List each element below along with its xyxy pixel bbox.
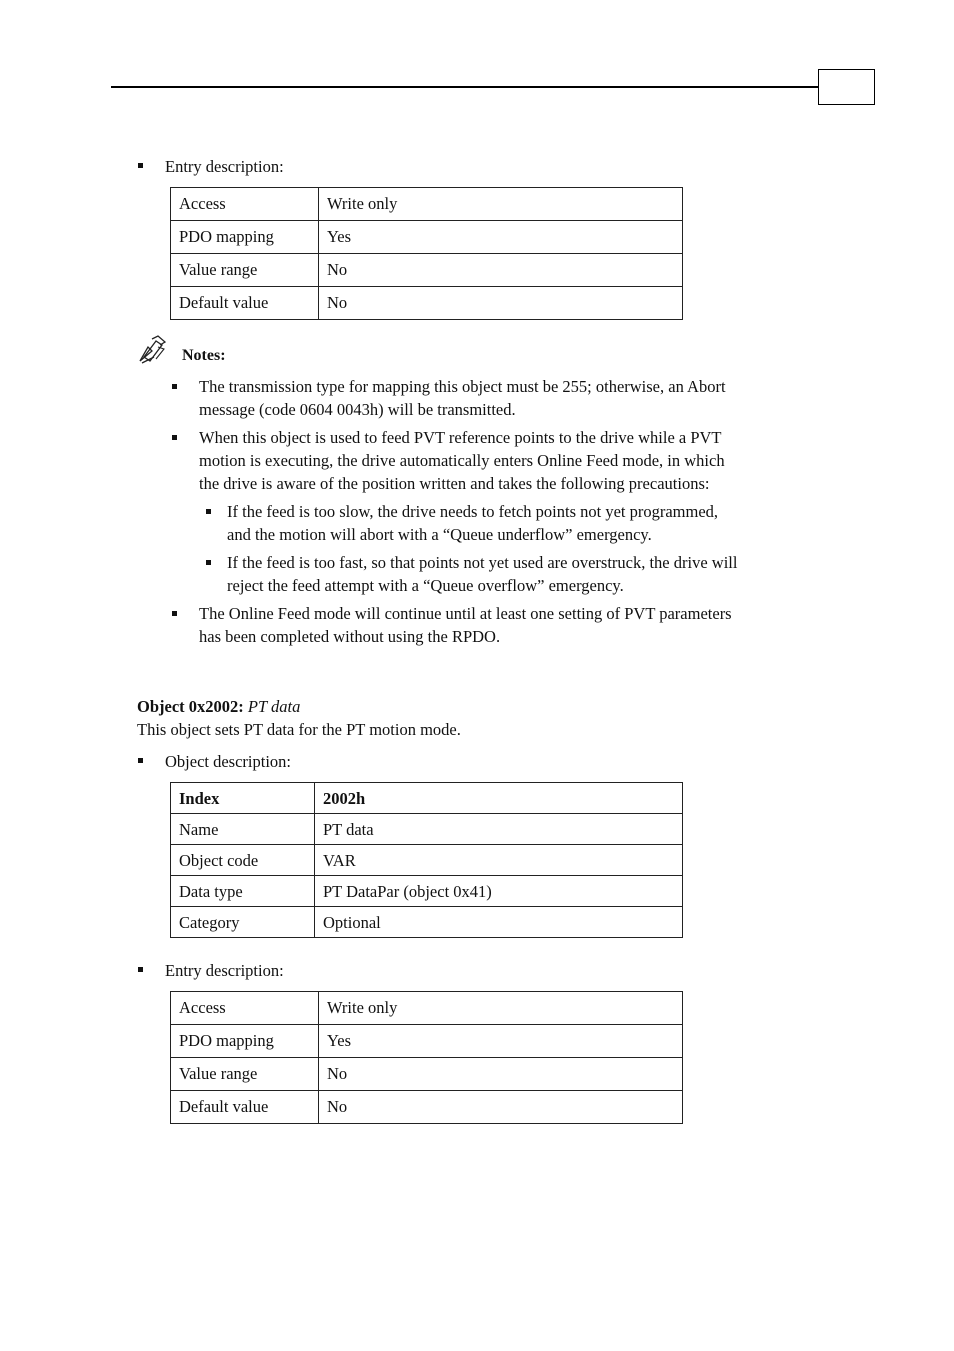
table-value: Write only: [319, 188, 683, 221]
table-key: Object code: [171, 845, 315, 876]
table-key: Value range: [171, 254, 319, 287]
table-value: Yes: [319, 221, 683, 254]
bullet-icon: [206, 560, 211, 565]
note-item: [199, 426, 725, 495]
table-row: [171, 1091, 683, 1124]
entry-description-table-2: [170, 991, 683, 1124]
object-intro: This object sets PT data for the PT motion mode.: [137, 720, 461, 739]
bullet-icon: [172, 611, 177, 616]
table-value: No: [319, 287, 683, 320]
table-value: Optional: [315, 907, 683, 938]
table-key: Access: [171, 188, 319, 221]
bullet-icon: [172, 435, 177, 440]
table-row: [171, 814, 683, 845]
table-value: No: [319, 1091, 683, 1124]
table-row: [171, 287, 683, 320]
table-key: Name: [171, 814, 315, 845]
table-value: PT DataPar (object 0x41): [315, 876, 683, 907]
table-key: Access: [171, 992, 319, 1025]
note-subitem: [227, 551, 737, 597]
note-line: has been completed without using the RPDO.: [199, 627, 501, 646]
table-row: [171, 254, 683, 287]
note-line: When this object is used to feed PVT reference points to the drive while a PVT: [199, 428, 722, 447]
table-value: VAR: [315, 845, 683, 876]
note-item: [199, 375, 726, 421]
table-row: [171, 1058, 683, 1091]
object-description-bullet: [165, 750, 291, 773]
table-row: [171, 876, 683, 907]
table-key: PDO mapping: [171, 1025, 319, 1058]
entry-description-label: Entry description:: [165, 961, 284, 980]
note-line: message (code 0604 0043h) will be transmitted.: [199, 400, 516, 419]
table-key: Index: [171, 783, 315, 814]
bullet-icon: [138, 758, 143, 763]
table-key: Category: [171, 907, 315, 938]
bullet-icon: [138, 967, 143, 972]
table-row: [171, 783, 683, 814]
note-line: motion is executing, the drive automatically enters Online Feed mode, in which: [199, 451, 725, 470]
note-item: [199, 602, 732, 648]
table-value: 2002h: [315, 783, 683, 814]
bullet-icon: [172, 384, 177, 389]
entry-description-label: Entry description:: [165, 157, 284, 176]
object-heading-italic: PT data: [247, 697, 301, 716]
table-value: No: [319, 254, 683, 287]
table-row: [171, 845, 683, 876]
note-subitem: [227, 500, 718, 546]
object-heading-bold: Object 0x2002:: [137, 697, 248, 716]
entry-description-table-1: [170, 187, 683, 320]
bullet-icon: [206, 509, 211, 514]
object-heading: [137, 695, 300, 718]
table-key: PDO mapping: [171, 221, 319, 254]
table-row: [171, 907, 683, 938]
note-line: The transmission type for mapping this object must be 255; otherwise, an Abort: [199, 377, 726, 396]
note-line: and the motion will abort with a “Queue underflow” emergency.: [227, 525, 652, 544]
table-row: [171, 992, 683, 1025]
note-line: the drive is aware of the position written and takes the following precautions:: [199, 474, 710, 493]
entry-description-bullet-1: [165, 155, 284, 178]
table-key: Default value: [171, 287, 319, 320]
table-row: [171, 188, 683, 221]
page-number-box: [818, 69, 875, 105]
notes-label: Notes:: [182, 347, 226, 364]
note-line: If the feed is too fast, so that points not yet used are overstruck, the drive will: [227, 553, 738, 572]
table-row: [171, 221, 683, 254]
note-line: The Online Feed mode will continue until at least one setting of PVT parameters: [199, 604, 732, 623]
note-line: If the feed is too slow, the drive needs to fetch points not yet programmed,: [227, 502, 719, 521]
table-key: Default value: [171, 1091, 319, 1124]
table-value: Yes: [319, 1025, 683, 1058]
table-value: No: [319, 1058, 683, 1091]
header-rule: [111, 86, 819, 88]
object-description-table: [170, 782, 683, 938]
bullet-icon: [138, 163, 143, 168]
note-line: reject the feed attempt with a “Queue overflow” emergency.: [227, 576, 624, 595]
note-pencil-icon: [138, 335, 170, 365]
object-description-label: Object description:: [165, 752, 292, 771]
table-value: PT data: [315, 814, 683, 845]
table-key: Value range: [171, 1058, 319, 1091]
table-value: Write only: [319, 992, 683, 1025]
table-row: [171, 1025, 683, 1058]
entry-description-bullet-2: [165, 959, 284, 982]
table-key: Data type: [171, 876, 315, 907]
